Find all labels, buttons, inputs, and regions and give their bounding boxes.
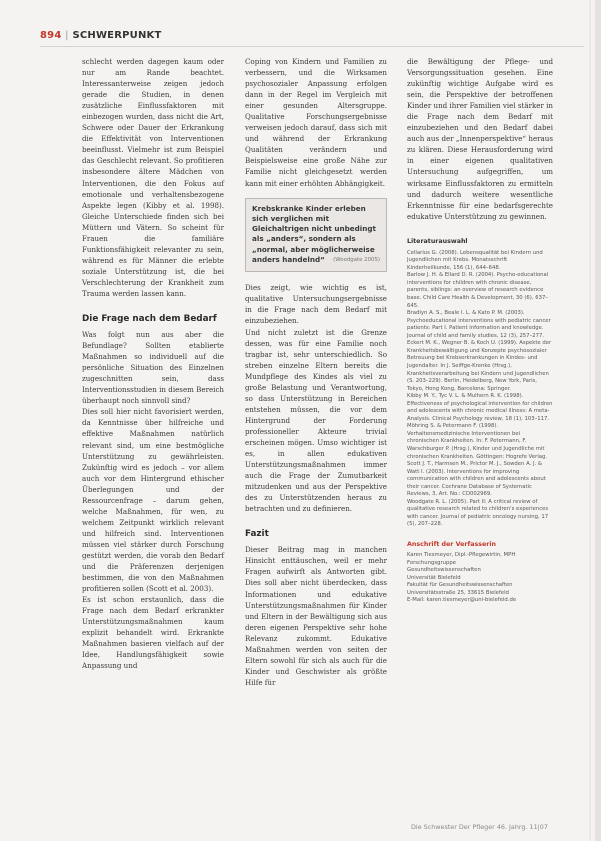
page-number: 894 (40, 30, 62, 41)
page-edge-strip (595, 0, 601, 841)
author-line: Universitätsstraße 25, 33615 Bielefeld (407, 589, 509, 596)
text-column-2 (245, 56, 387, 688)
page-edge-line (589, 0, 591, 841)
reference-item: Bradlyn A. S., Beale I. L. & Kato P. M. (2003). Psychoeducational interventions with pediatric cancer patients: Part I. Patient information and knowledge. Journal of child and family studies, 12 (3), 257–277. (407, 310, 551, 339)
section-heading-fazit: Fazit (245, 529, 269, 540)
section-title: SCHWERPUNKT (72, 30, 162, 41)
reference-item: Barlow J. H. & Ellard D. R. (2004). Psycho-educational interventions for children with chronic disease, parents, siblings: an overview of research evidence base. Child Care Health & Development, 30 (6), 637–645. (407, 272, 549, 309)
paragraph: Dies zeigt, wie wichtig es ist, qualitative Untersuchungsergebnisse in die Frage nach dem Bedarf mit einzubeziehen. (245, 283, 387, 326)
references-list (407, 250, 553, 529)
paragraph: Dies soll hier nicht favorisiert werden, da Kenntnisse über hilfreiche und effektive Maßnahmen natürlich relevant sind, um eine bestmögliche Unterstützung zu gewährleisten. Zukünftig wird es jedoch – vor allem auch vor dem Hintergrund ethischer Überlegungen und der Ressourcenfrage – darum gehen, welche Maßnahmen, für wen, zu welchem Zeitpunkt wirklich relevant und hilfreich sind. Interventionen müssen viel stärker durch Forschung gestützt werden, die vorab den Bedarf und die Präferenzen derjenigen bestimmen, die von den Maßnahmen profitieren sollen (Scott et al. 2003). (82, 407, 224, 594)
reference-item: Eckert M. K., Wegner B. & Koch U. (1999). Aspekte der Krankheitsbewältigung und Konzepte psychosozialer Betreuung bei Krebserkrankungen in Kindes- und Jugendalter. In J. Seiffge-Krenke (Hrsg.), Krankheitsverarbeitung bei Kindern und Jugendlichen (S. 203–229). Berlin, Heidelberg, New York, Paris, Tokyo, Hong Kong, Barcelona: Springer. (407, 340, 552, 392)
references-heading: Literaturauswahl (407, 237, 468, 245)
text-column-1 (82, 56, 224, 671)
page-header (40, 30, 162, 41)
author-line: Fakultät für Gesundheitswissenschaften (407, 582, 513, 589)
reference-item: Scott J. T., Harmsen M., Prictor M. J., Sowden A. J. & Watt I. (2003). Interventions for improving communication with children and adolescents about their cancer. Cochrane Database of Systematic Reviews, 3, Art. No.: CD002969. (407, 461, 546, 498)
pull-quote-source: (Woodgate 2005) (333, 257, 380, 264)
paragraph: Und nicht zuletzt ist die Grenze dessen, was für eine Familie noch tragbar ist, sehr unterschiedlich. So streben einzelne Eltern bereits die Mundpflege des Kindes als viel zu große Belastung und Verantwortung, so dass Unterstützung in Bereichen entstehen müssen, die vor dem Hintergrund der Forderung professioneller Akteure trivial erscheinen mögen. Umso wichtiger ist es, in allen edukativen Unterstützungsmaßnahmen immer auch die Frage der Zumutbarkeit mitzudenken und aus der Perspektive des zu Unterstützenden heraus zu betrachten und zu definieren. (245, 327, 387, 514)
author-line: Gesundheitswissenschaften (407, 567, 481, 574)
paragraph: die Bewältigung der Pflege- und Versorgungssituation gesehen. Eine zukünftig wichtige Aufgabe wird es sein, die Perspektive der betroffenen Kinder und ihrer Familien viel stärker in die Frage nach dem Bedarf mit einzubeziehen und den Bedarf dabei auch aus der „Innenperspektive“ heraus zu klären. Diese Herausforderung wird in einer eigenen qualitativen Untersuchung aufgegriffen, um wirksame Einflussfaktoren zu ermitteln und dadurch weitere wesentliche Erkenntnisse für eine bedarfsgerechte edukative Unterstützung zu gewinnen. (407, 57, 553, 221)
author-address (407, 552, 553, 605)
reference-item: Woodgate R. L. (2005). Part II: A critical review of qualitative research related to children's experiences with cancer. Journal of pediatric oncology nursing, 17 (5), 207–228. (407, 498, 549, 528)
paragraph: schlecht werden dagegen kaum oder nur am Rande beachtet. Interessanterweise zeigen jedoch gerade die Studien, in denen zusätzliche Einflussfaktoren mit einbezogen wurden, dass nicht die Art, Schwere oder Dauer der Erkrankung die Effektivität von Interventionen beeinflusst. Vielmehr ist zum Beispiel das Geschlecht relevant. So profitieren insbesondere ältere Mädchen von Interventionen, die den Fokus auf emotionale und verhaltensbezogene Aspekte legen (Kibby et al. 1998). Gleiche Unterschiede finden sich bei Müttern und Vätern. So scheint für Frauen die familiäre Funktionsfähigkeit relevanter zu sein, während es für Männer die erlebte soziale Unterstützung ist, die bei Verschlechterung der Krankheit zum Trauma werden lassen kann. (82, 57, 224, 298)
author-line: Karen Tiesmeyer, Dipl.-Pflegewirtin, MPH (407, 552, 516, 559)
pull-quote-text: Krebskranke Kinder erleben sich verglichen mit Gleichaltrigen nicht unbedingt als „anders“, sondern als „normal, aber möglicherweise anders handelnd“ (252, 203, 376, 265)
header-rule (40, 46, 584, 47)
author-line: Forschungsgruppe (407, 559, 457, 566)
author-email: E-Mail: karen.tiesmeyer@uni-bielefeld.de (407, 597, 517, 604)
author-line: Universität Bielefeld (407, 574, 461, 581)
text-column-3 (407, 56, 553, 605)
paragraph: Dieser Beitrag mag in manchen Hinsicht enttäuschen, weil er mehr Fragen aufwirft als Antworten gibt. Dies soll aber nicht überdecken, dass Informationen und edukative Unterstützungsmaßnahmen für Kinder und Eltern in der Bewältigung sich aus deren eigenen Perspektive sehr hohe Relevanz zukommt. Edukative Maßnahmen werden von seiten der Eltern sowohl für sich als auch für die Kinder und Geschwister als größte Hilfe für (245, 545, 387, 687)
author-address-heading: Anschrift der Verfasserin (407, 540, 497, 548)
reference-item: Kibby M. Y., Tyc V. L. & Mulhern R. K. (1998). Effectiveness of psychological intervention for children and adolescents with chronic medical illness: A meta-Analysis. Clinical Psychology review, 18 (1), 103–117. (407, 393, 553, 422)
reference-item: Cellarius G. (2008). Lebensqualität bei Kindern und Jugendlichen mit Krebs. Monatsschrift Kinderheilkunde, 156 (1), 644–648. (407, 249, 543, 271)
reference-item: Möhring S. & Petermann F. (1998). Verhaltensmedizinische Interventionen bei chronischen Krankheiten. In: F. Petermann, F. Warschburger P. (Hrsg.), Kinder und Jugendliche mit chronischen Krankheiten. Göttingen: Hogrefe Verlag. (407, 423, 548, 460)
page-footer: Die Schwester Der Pfleger 46. Jahrg. 11|07 (411, 823, 548, 831)
section-heading-bedarf: Die Frage nach dem Bedarf (82, 314, 217, 325)
paragraph: Was folgt nun aus aber die Befundlage? Sollten etablierte Maßnahmen so individuell auf die persönliche Situation des Einzelnen zugeschnitten sein, dass Interventionsstudien in diesem Bereich überhaupt noch sinnvoll sind? (82, 330, 224, 406)
pull-quote (245, 198, 387, 273)
header-separator: | (65, 30, 69, 41)
paragraph: Es ist schon erstaunlich, dass die Frage nach dem Bedarf erkrankter Unterstützungsmaßnahmen kaum explizit behandelt wird. Erkrankte Maßnahmen basieren vielfach auf der Idee, Handlungsfähigkeit sowie Anpassung und (82, 595, 224, 671)
paragraph: Coping von Kindern und Familien zu verbessern, und die Wirksamen psychosozialer Anpassung erfolgen dann in der Regel im Vergleich mit einer gesunden Altersgruppe. Qualitative Forschungsergebnisse verweisen jedoch darauf, dass sich mit und während der Erkrankung Qualitäten verändern und Beispielsweise eine große Nähe zur Familie nicht gleichgesetzt werden kann mit einer erhöhten Abhängigkeit. (245, 57, 387, 188)
